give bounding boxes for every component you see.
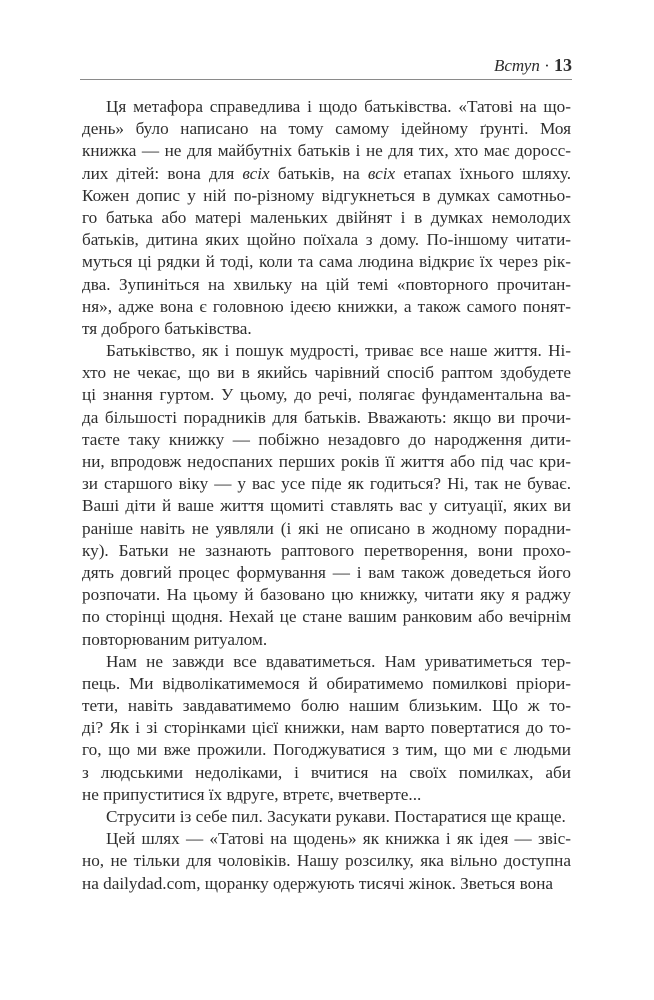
paragraph: [82, 340, 571, 651]
text-line: Нам не завжди все вдаватиметься. Нам уриватиметься тер-: [106, 651, 571, 671]
text-segment: лих дітей: вона для: [82, 163, 243, 183]
text-line: не припуститися їх вдруге, втретє, вчетверте...: [82, 784, 422, 804]
text-line: ді? Як і зі сторінками цієї книжки, нам варто повертатися до то-: [82, 718, 571, 738]
body-text: [82, 96, 571, 895]
text-line: таєте таку книжку — побіжно незадовго до народження дити-: [82, 429, 571, 449]
text-line: Цей шлях — «Татові на щодень» як книжка і як ідея — звіс-: [106, 829, 571, 849]
text-line: розпочати. На цьому й базовано цю книжку, читати яку я раджу: [82, 585, 571, 605]
text-line: раніше навіть не уявляли (і які не описано в жодному порадни-: [82, 518, 571, 538]
running-header: [80, 55, 572, 80]
text-line: батьків, дитина яких щойно поїхала з дому. По-іншому читати-: [82, 230, 571, 250]
text-line: дять довгий процес формування — і вам також доведеться його: [82, 562, 571, 582]
text-line: го батька або матері маленьких двійнят і в думках немолодих: [82, 207, 571, 227]
emphasis-text: всіх: [242, 163, 270, 183]
paragraph: [82, 806, 571, 828]
text-line: Ваші діти й ваше життя щомиті ставлять вас у ситуації, яких ви: [82, 496, 571, 516]
text-line: муться ці рядки й тоді, коли та сама людина відкриє їх через рік-: [82, 252, 571, 272]
text-line: ку). Батьки не зазнають раптового перетворення, вони прохо-: [82, 540, 571, 560]
text-line: Ця метафора справедлива і щодо батьківства. «Татові на що-: [106, 97, 571, 116]
text-line: два. Зупиніться на хвильку на цій темі «повторного прочитан-: [82, 274, 571, 294]
text-line: ни, впродовж недоспаних перших років її життя або під час кри-: [82, 452, 571, 471]
text-line: тети, навіть завдаватимемо болю нашим близьким. Що ж то-: [82, 696, 571, 716]
text-segment: батьків, на: [269, 163, 368, 183]
paragraph: [82, 828, 571, 895]
text-line: зи старшого віку — у вас усе піде як годиться? Ні, так не буває.: [82, 474, 571, 494]
text-line: Кожен допис у ній по-різному відгукнеться в думках самотньо-: [82, 185, 571, 205]
text-line: но, не тільки для чоловіків. Нашу розсилку, яка вільно доступна: [82, 851, 571, 871]
text-line: тя доброго батьківства.: [82, 318, 252, 338]
text-segment: етапах їхнього шляху.: [395, 163, 571, 183]
text-line: Струсити із себе пил. Засукати рукави. Постаратися ще краще.: [106, 807, 566, 826]
paragraph: [82, 96, 571, 340]
text-line: книжка — не для майбутніх батьків і не для тих, хто має доросс-: [82, 141, 571, 161]
text-line: хто не чекає, що ви в якийсь чарівний спосіб раптом здобудете: [82, 363, 571, 383]
paragraph: [82, 651, 571, 806]
text-line: [82, 163, 571, 185]
text-line: ня», адже вона є головною ідеєю книжки, а також самого понят-: [82, 296, 571, 316]
text-line: повторюваним ритуалом.: [82, 629, 268, 649]
text-line: Батьківство, як і пошук мудрості, триває все наше життя. Ні-: [106, 341, 571, 361]
text-line: по сторінці щодня. Нехай це стане вашим ранковим або вечірнім: [82, 607, 571, 627]
text-line: ці знання гуртом. У цьому, до речі, полягає фундаментальна ва-: [82, 385, 571, 405]
text-line: го, що ми вже прожили. Погоджуватися з тим, що ми є людьми: [82, 740, 571, 760]
text-line: да більшості порадників для батьків. Вважають: якщо ви прочи-: [82, 407, 571, 427]
text-line: день» було написано на тому самому ідейному ґрунті. Моя: [82, 119, 571, 139]
emphasis-text: всіх: [367, 163, 396, 183]
section-title: Вступ: [493, 56, 540, 75]
page-number: 13: [554, 55, 572, 75]
text-line: з людськими недоліками, і вчитися на своїх помилках, аби: [82, 762, 571, 782]
text-line: на dailydad.com, щоранку одержують тисячі жінок. Зветься вона: [82, 873, 554, 893]
header-separator: ·: [539, 56, 554, 75]
text-line: пець. Ми відволікатимемося й обиратимемо помилкові пріори-: [82, 673, 571, 693]
